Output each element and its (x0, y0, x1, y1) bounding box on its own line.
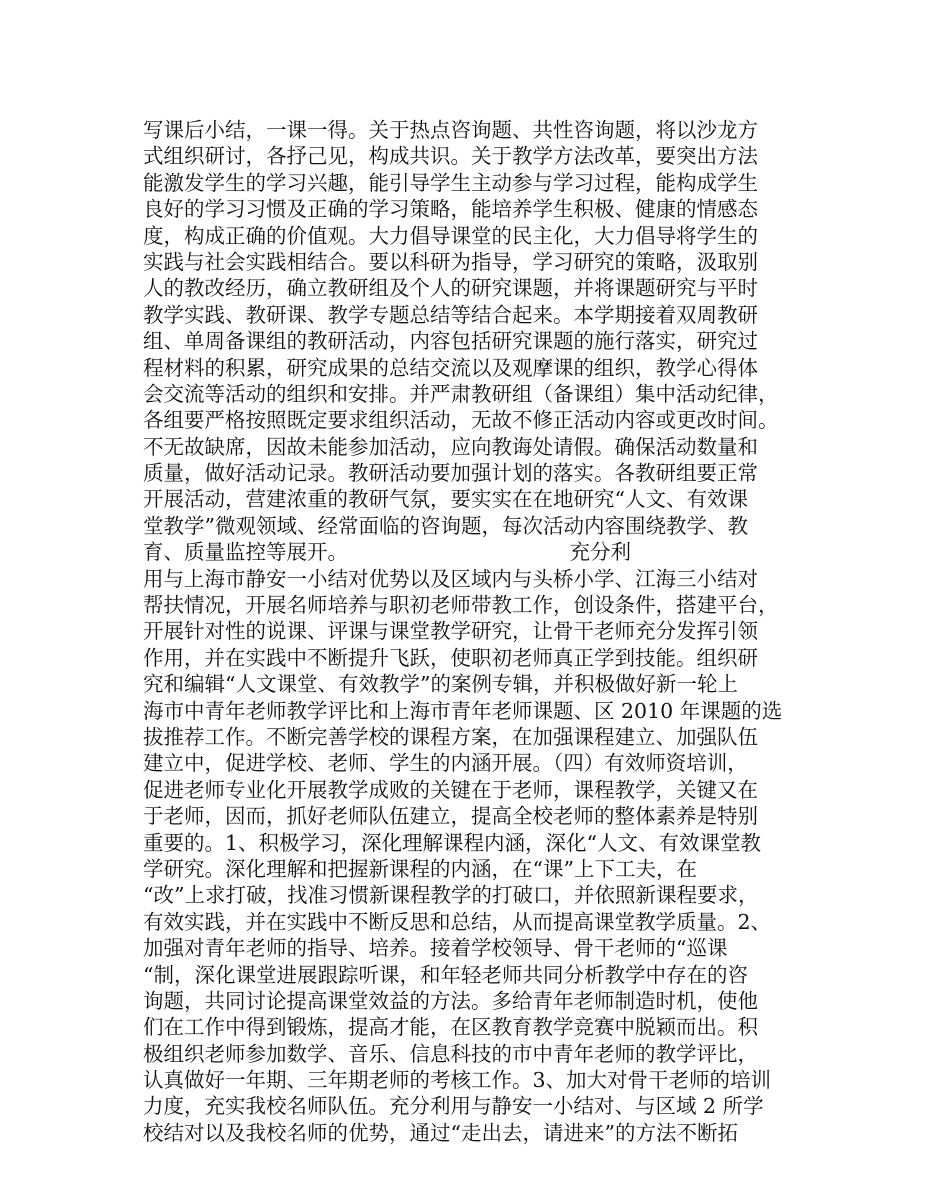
text-line: 认真做好一年期、三年期老师的考核工作。3、加大对骨干老师的培训 (143, 1068, 772, 1093)
text-line: 度，构成正确的价值观。大力倡导课堂的民主化，大力倡导将学生的 (143, 223, 758, 248)
text-line: 究和编辑“人文课堂、有效教学”的案例专辑，并积极做好新一轮上 (143, 672, 738, 697)
text-line: 学研究。深化理解和把握新课程的内涵，在“课”上下工夫，在 (143, 856, 697, 881)
text-line: “改”上求打破，找准习惯新课程教学的打破口，并依照新课程要求， (143, 883, 759, 908)
text-line: 加强对青年老师的指导、培养。接着学校领导、骨干老师的“巡课 (143, 936, 728, 961)
text-line: 各组要严格按照既定要求组织活动，无故不修正活动内容或更改时间。 (143, 408, 779, 433)
text-line: 建立中，促进学校、老师、学生的内涵开展。（四）有效师资培训， (143, 751, 748, 776)
text-line: 写课后小结，一课一得。关于热点咨询题、共性咨询题，将以沙龙方 (143, 118, 758, 142)
text-line: 作用，并在实践中不断提升飞跃，使职初老师真正学到技能。组织研 (143, 645, 758, 670)
text-line: 开展活动，营建浓重的教研气氛，要实实在在地研究“人文、有效课 (143, 487, 748, 512)
text-line: 重要的。1、积极学习，深化理解课程内涵，深化“人文、有效课堂教 (143, 830, 762, 855)
text-line: 有效实践，并在实践中不断反思和总结，从而提高课堂教学质量。2、 (143, 909, 772, 934)
text-line: 式组织研讨，各抒己见，构成共识。关于教学方法改革，要突出方法 (143, 144, 758, 169)
text-line: 教学实践、教研课、教学专题总结等结合起来。本学期接着双周教研 (143, 302, 758, 327)
text-line: 海市中青年老师教学评比和上海市青年老师课题、区 2010 年课题的选 (143, 698, 783, 723)
text-line: 拔推荐工作。不断完善学校的课程方案，在加强课程建立、加强队伍 (143, 724, 758, 749)
text-line: 实践与社会实践相结合。要以科研为指导，学习研究的策略，汲取别 (143, 249, 758, 274)
text-line: 力度，充实我校名师队伍。充分利用与静安一小结对、与区域 2 所学 (143, 1094, 764, 1119)
text-line: 人的教改经历，确立教研组及个人的研究课题，并将课题研究与平时 (143, 276, 758, 301)
text-line: 育、质量监控等展开。 充分利 (143, 540, 632, 565)
text-line: 会交流等活动的组织和安排。并严肃教研组（备课组）集中活动纪律， (143, 381, 779, 406)
text-line: 们在工作中得到锻炼，提高才能，在区教育教学竞赛中脱颖而出。积 (143, 1015, 758, 1040)
text-line: 用与上海市静安一小结对优势以及区域内与头桥小学、江海三小结对 (143, 566, 758, 591)
text-line: 堂教学”微观领域、经常面临的咨询题，每次活动内容围绕教学、教 (143, 513, 748, 538)
text-line: 询题，共同讨论提高课堂效益的方法。多给青年老师制造时机，使他 (143, 988, 758, 1013)
text-line: 组、单周备课组的教研活动，内容包括研究课题的施行落实，研究过 (143, 329, 758, 354)
text-line: 校结对以及我校名师的优势，通过“走出去，请进来”的方法不断拓 (143, 1120, 738, 1145)
text-line: 开展针对性的说课、评课与课堂教学研究，让骨干老师充分发挥引领 (143, 619, 758, 644)
text-line: “制，深化课堂进展跟踪听课，和年轻老师共同分析教学中存在的咨 (143, 962, 748, 987)
text-line: 质量，做好活动记录。教研活动要加强计划的落实。各教研组要正常 (143, 461, 758, 486)
text-line: 促进老师专业化开展教学成败的关键在于老师，课程教学，关键又在 (143, 777, 758, 802)
text-line: 能激发学生的学习兴趣，能引导学生主动参与学习过程，能构成学生 (143, 170, 758, 195)
text-line: 帮扶情况，开展名师培养与职初老师带教工作，创设条件，搭建平台， (143, 593, 779, 618)
text-line: 于老师，因而，抓好老师队伍建立，提高全校老师的整体素养是特别 (143, 804, 758, 829)
text-line: 不无故缺席，因故未能参加活动，应向教诲处请假。确保活动数量和 (143, 434, 758, 459)
body-text (143, 117, 803, 1146)
text-line: 程材料的积累，研究成果的总结交流以及观摩课的组织，教学心得体 (143, 355, 758, 380)
text-line: 良好的学习习惯及正确的学习策略，能培养学生积极、健康的情感态 (143, 197, 758, 222)
text-line: 极组织老师参加数学、音乐、信息科技的市中青年老师的教学评比， (143, 1041, 758, 1066)
